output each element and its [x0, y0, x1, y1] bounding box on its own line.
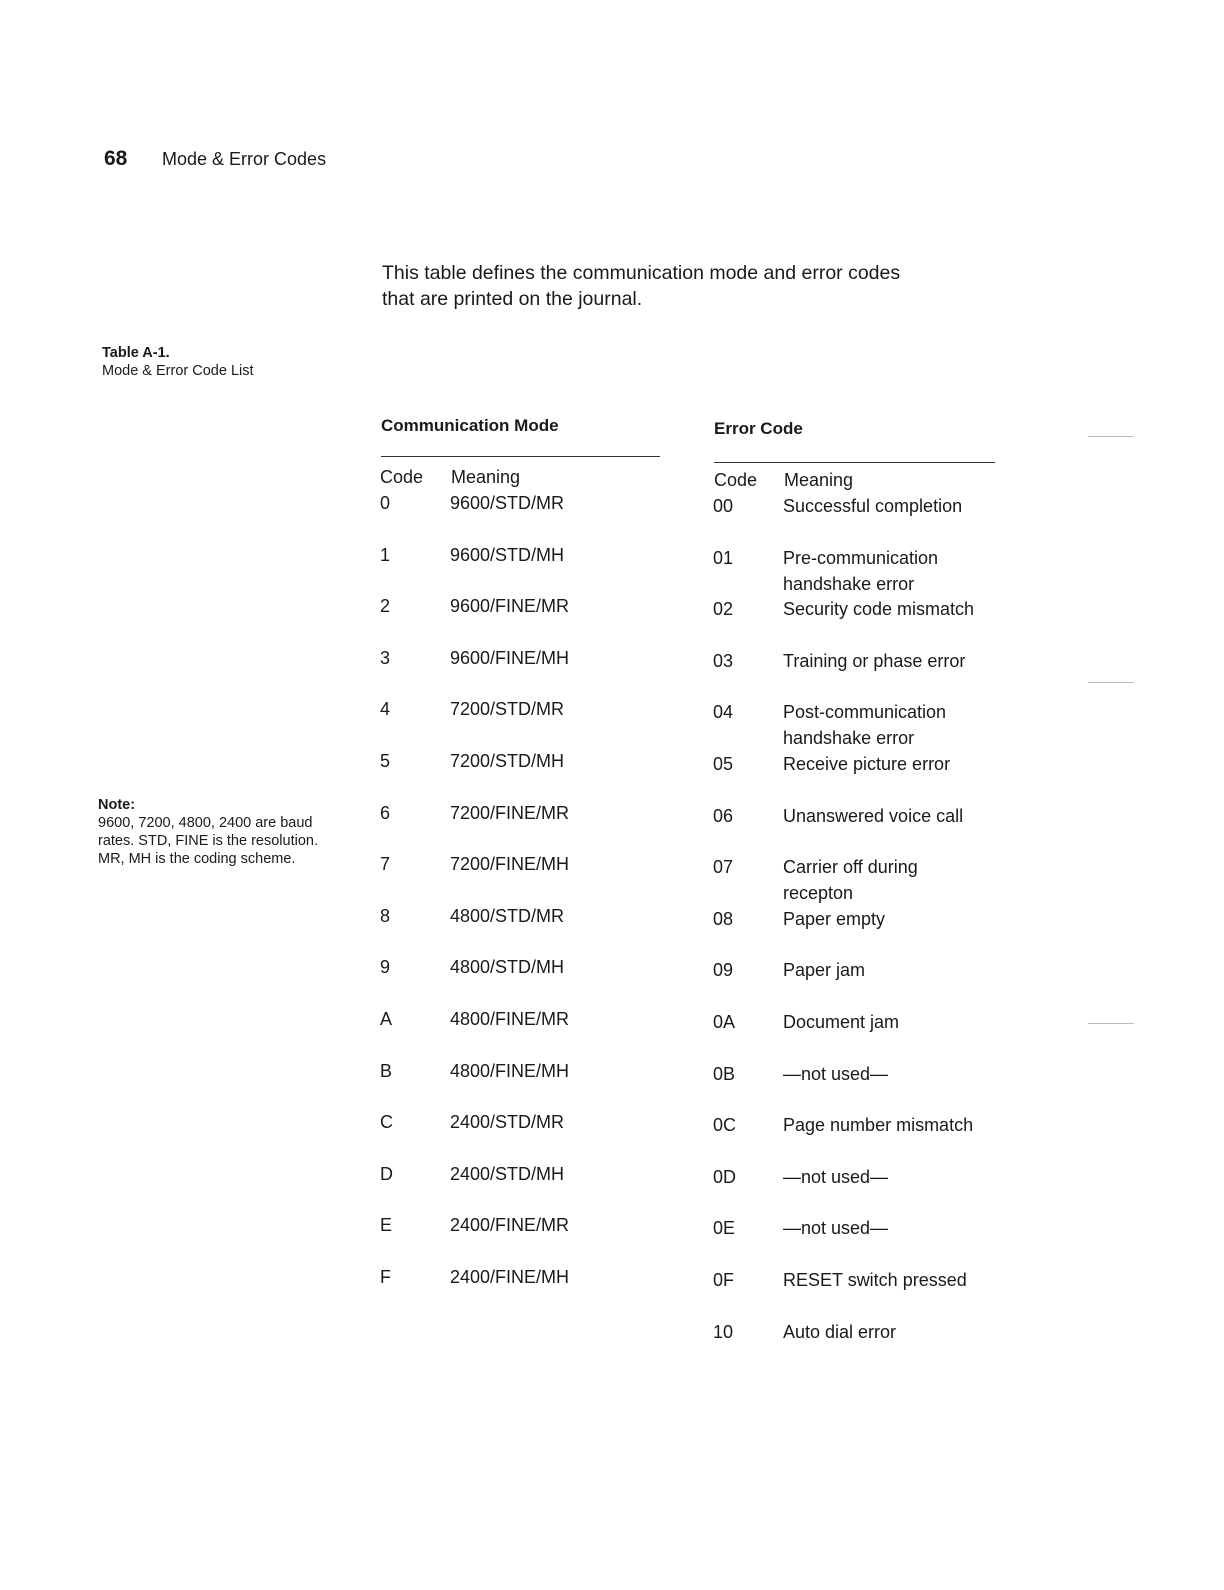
- comm-mode-row-meaning: 2400/FINE/MH: [450, 1267, 570, 1287]
- comm-mode-row-code: 9: [380, 957, 391, 978]
- error-code-row-code: 0C: [713, 1115, 737, 1136]
- table-number: Table A-1.: [102, 345, 170, 361]
- comm-mode-row-code: E: [380, 1215, 393, 1236]
- error-code-row-meaning: Pre-communication handshake error: [783, 547, 939, 594]
- error-code-row-code: 09: [713, 960, 734, 981]
- comm-mode-row-code: B: [380, 1060, 393, 1081]
- comm-mode-row-meaning: 9600/STD/MR: [450, 493, 565, 513]
- error-code-row-code: 0E: [713, 1218, 736, 1239]
- comm-mode-row-meaning: 7200/STD/MR: [450, 699, 565, 720]
- error-code-row-meaning: Unanswered voice call: [783, 805, 964, 826]
- comm-mode-row-code: A: [380, 1009, 393, 1029]
- comm-mode-row-meaning: 4800/FINE/MH: [450, 1060, 570, 1081]
- error-code-row-code: 02: [713, 599, 734, 620]
- error-code-row-code: 06: [713, 805, 734, 826]
- error-meaning-header: Meaning: [784, 470, 854, 490]
- comm-mode-row-code: 7: [380, 854, 391, 875]
- error-code-row-code: 04: [713, 702, 734, 723]
- error-code-row-meaning: Training or phase error: [783, 650, 966, 671]
- error-code-row-code: 07: [713, 857, 734, 878]
- error-code-header: Code: [714, 470, 758, 490]
- comm-mode-row-code: 2: [380, 596, 391, 617]
- error-code-row-code: 0D: [713, 1166, 737, 1187]
- comm-mode-row-code: 5: [380, 751, 391, 771]
- side-note: [98, 796, 338, 868]
- intro-line-1: This table defines the communication mode and error codes: [382, 262, 901, 284]
- comm-mode-title: Communication Mode: [381, 416, 559, 435]
- error-code-row-meaning: Document jam: [783, 1012, 900, 1032]
- comm-mode-row-code: 3: [380, 647, 391, 668]
- error-code-row-code: 08: [713, 908, 734, 929]
- error-code-row-code: 05: [713, 754, 734, 774]
- error-code-row-code: 01: [713, 547, 734, 568]
- comm-mode-row-code: 0: [380, 493, 391, 513]
- error-code-row-meaning: Paper jam: [783, 960, 866, 981]
- error-code-row-meaning: —not used—: [783, 1218, 889, 1239]
- note-heading: Note:: [98, 797, 136, 813]
- error-code-row-meaning: Paper empty: [783, 908, 886, 929]
- error-code-row-meaning: Security code mismatch: [783, 599, 975, 620]
- comm-mode-row-code: 1: [380, 544, 391, 565]
- comm-mode-row-meaning: 7200/STD/MH: [450, 751, 565, 771]
- table-caption: Mode & Error Code List: [102, 363, 254, 379]
- comm-mode-row-meaning: 9600/STD/MH: [450, 544, 565, 565]
- intro-paragraph: [382, 260, 982, 312]
- page-number: 68: [104, 147, 128, 170]
- error-code-row-code: 10: [713, 1321, 734, 1342]
- section-title: Mode & Error Codes: [162, 149, 327, 169]
- comm-mode-row-meaning: 4800/STD/MH: [450, 957, 565, 978]
- error-code-row-meaning: Receive picture error: [783, 754, 951, 774]
- margin-mark: [1088, 436, 1134, 437]
- error-code-row-code: 0F: [713, 1270, 735, 1290]
- error-code-row-code: 0B: [713, 1063, 736, 1084]
- comm-mode-row-code: C: [380, 1112, 393, 1133]
- note-text: 9600, 7200, 4800, 2400 are baud rates. STD, FINE is the resolution. MR, MH is the coding scheme.: [98, 815, 318, 867]
- comm-mode-row-meaning: 4800/STD/MR: [450, 905, 565, 926]
- comm-mode-row-meaning: 7200/FINE/MR: [450, 802, 570, 823]
- error-code-row-meaning: Post-communication handshake error: [783, 702, 947, 749]
- comm-mode-row-meaning: 9600/FINE/MH: [450, 647, 570, 668]
- error-code-row-meaning: —not used—: [783, 1166, 889, 1187]
- comm-mode-row-meaning: 7200/FINE/MH: [450, 854, 570, 875]
- comm-mode-row-code: F: [380, 1267, 391, 1287]
- comm-mode-row-code: 4: [380, 699, 391, 720]
- error-code-row-meaning: —not used—: [783, 1063, 889, 1084]
- error-code-row-meaning: Auto dial error: [783, 1321, 897, 1342]
- comm-mode-row-meaning: 2400/FINE/MR: [450, 1215, 570, 1236]
- margin-mark: [1088, 682, 1134, 683]
- comm-mode-row-meaning: 2400/STD/MH: [450, 1163, 565, 1184]
- error-code-row-meaning: Successful completion: [783, 496, 963, 516]
- error-code-row-code: 00: [713, 496, 734, 516]
- error-code-row-code: 0A: [713, 1012, 736, 1032]
- intro-line-2: that are printed on the journal.: [382, 288, 643, 310]
- table-label: [102, 344, 254, 380]
- error-code-title: Error Code: [714, 419, 803, 438]
- error-code-row-meaning: RESET switch pressed: [783, 1270, 967, 1290]
- comm-mode-row-code: 8: [380, 905, 391, 926]
- comm-mode-row-code: D: [380, 1163, 393, 1184]
- margin-mark: [1088, 1023, 1134, 1024]
- comm-mode-row-meaning: 4800/FINE/MR: [450, 1009, 570, 1029]
- comm-mode-rule: [381, 456, 660, 457]
- comm-meaning-header: Meaning: [451, 467, 521, 487]
- error-code-row-meaning: Carrier off during recepton: [783, 857, 918, 904]
- error-code-row-code: 03: [713, 650, 734, 671]
- comm-code-header: Code: [380, 467, 424, 487]
- comm-mode-row-meaning: 9600/FINE/MR: [450, 596, 570, 617]
- comm-mode-row-code: 6: [380, 802, 391, 823]
- error-code-rule: [714, 462, 995, 463]
- error-code-row-meaning: Page number mismatch: [783, 1115, 974, 1136]
- comm-mode-row-meaning: 2400/STD/MR: [450, 1112, 565, 1133]
